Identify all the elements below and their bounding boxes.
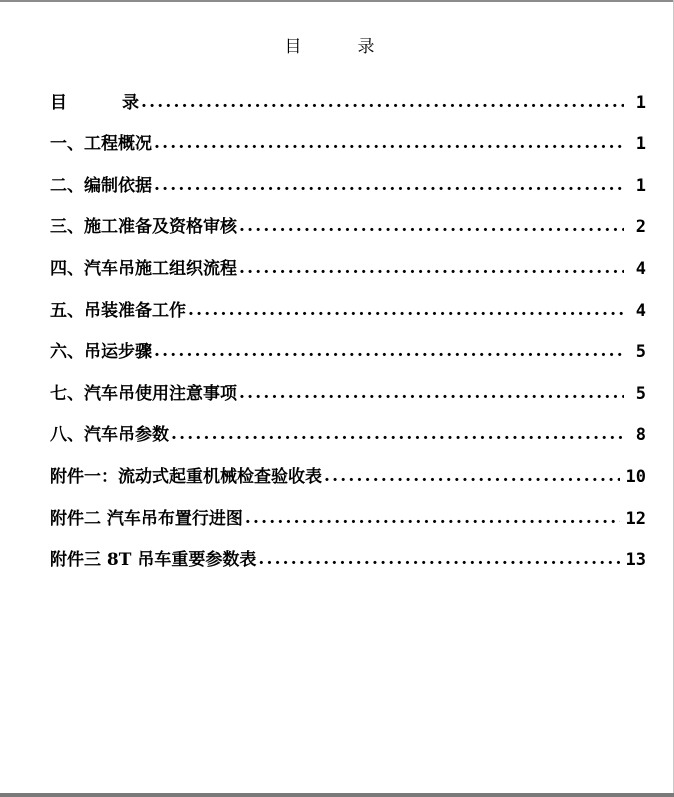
- toc-entry-organization-flow[interactable]: [50, 239, 646, 281]
- dot-leader: [154, 131, 624, 155]
- dot-leader: [154, 173, 624, 197]
- toc-entry-title-right: 录: [122, 92, 139, 113]
- toc-entry-project-overview[interactable]: [50, 115, 646, 157]
- toc-heading: [0, 32, 660, 57]
- toc-entry-title: [50, 91, 141, 115]
- toc-entry-contents[interactable]: [50, 73, 646, 115]
- toc-heading-right: 录: [357, 37, 376, 57]
- toc-entry-page: 8: [635, 425, 646, 446]
- toc-entry-lifting-preparation[interactable]: [50, 281, 646, 323]
- toc-entry-lifting-steps[interactable]: [50, 323, 646, 365]
- toc-entry-title: 五、吊装准备工作: [50, 300, 186, 321]
- dot-leader: [188, 298, 624, 322]
- toc-entry-title: 八、汽车吊参数: [50, 425, 169, 446]
- dot-leader: [239, 256, 624, 280]
- dot-leader: [324, 464, 620, 488]
- toc-entry-page: 4: [635, 300, 646, 321]
- dot-leader: [141, 90, 624, 114]
- dot-leader: [239, 214, 624, 238]
- toc-entry-page: 1: [635, 92, 646, 113]
- toc-entry-title: 附件一：流动式起重机械检查验收表: [50, 466, 322, 487]
- toc-entry-title: 二、编制依据: [50, 175, 152, 196]
- toc-entry-appendix-1[interactable]: [50, 447, 646, 489]
- toc-entry-title: 一、工程概况: [50, 134, 152, 155]
- toc-entry-preparation[interactable]: [50, 198, 646, 240]
- dot-leader: [171, 422, 624, 446]
- toc-entry-page: 5: [635, 383, 646, 404]
- toc-entry-title: 六、吊运步骤: [50, 342, 152, 363]
- toc-entry-page: 1: [635, 134, 646, 155]
- toc-entry-page: 10: [625, 466, 646, 487]
- toc-entry-title-left: 目: [50, 92, 67, 113]
- toc-entry-crane-parameters[interactable]: [50, 406, 646, 448]
- dot-leader: [258, 547, 619, 571]
- toc-entry-page: 12: [625, 508, 646, 529]
- toc-entry-title: 附件二 汽车吊布置行进图: [50, 508, 243, 529]
- toc-entry-appendix-3[interactable]: [50, 531, 646, 573]
- toc-heading-left: 目: [284, 37, 303, 57]
- toc-entry-page: 4: [635, 258, 646, 279]
- toc-entry-appendix-2[interactable]: [50, 489, 646, 531]
- toc-entry-page: 1: [635, 175, 646, 196]
- dot-leader: [239, 381, 624, 405]
- toc-entry-page: 13: [625, 550, 646, 571]
- toc-list: [50, 73, 646, 572]
- toc-entry-title: 三、施工准备及资格审核: [50, 217, 237, 238]
- toc-entry-page: 5: [635, 342, 646, 363]
- toc-entry-page: 2: [635, 217, 646, 238]
- toc-entry-basis[interactable]: [50, 156, 646, 198]
- toc-entry-precautions[interactable]: [50, 364, 646, 406]
- dot-leader: [154, 339, 624, 363]
- toc-entry-title: 四、汽车吊施工组织流程: [50, 258, 237, 279]
- toc-entry-title: 附件三 8T 吊车重要参数表: [50, 550, 257, 571]
- dot-leader: [245, 506, 620, 530]
- toc-entry-title: 七、汽车吊使用注意事项: [50, 383, 237, 404]
